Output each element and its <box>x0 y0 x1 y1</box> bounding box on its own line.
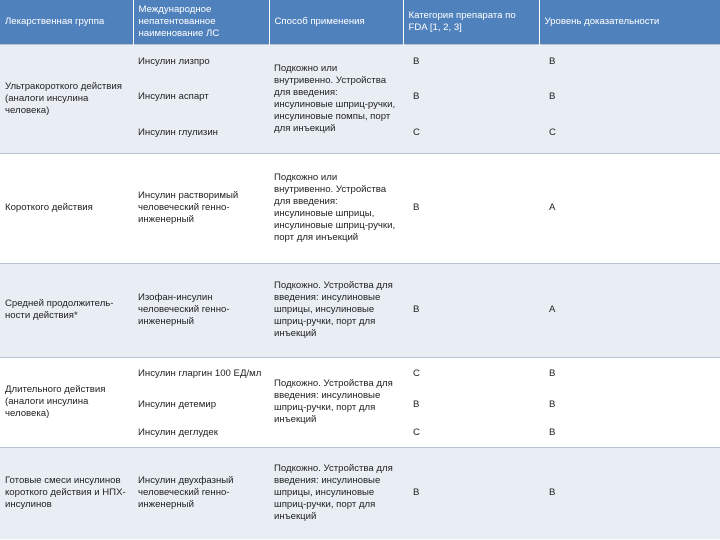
drug-name: Инсулин деглудек <box>133 419 269 447</box>
evidence-level: A <box>539 153 720 263</box>
evidence-level: A <box>539 263 720 357</box>
drug-name: Инсулин глулизин <box>133 114 269 153</box>
fda-category: B <box>403 391 539 419</box>
table-row <box>0 44 720 79</box>
table-row <box>0 447 720 539</box>
drug-name: Инсулин двухфазный человеческий генно-инженерный <box>133 447 269 539</box>
table-row <box>0 263 720 357</box>
method-cell: Подкожно или внутривенно. Устройства для введения: инсулиновые шприц-ручки, инсулиновые помпы, порт для инъекций <box>269 44 403 153</box>
method-cell: Подкожно. Устройства для введения: инсулиновые шприц-ручки, порт для инъекций <box>269 357 403 447</box>
fda-category: C <box>403 419 539 447</box>
header-drug-group: Лекарственная группа <box>0 0 133 44</box>
drug-name: Инсулин растворимый человеческий генно-инженерный <box>133 153 269 263</box>
fda-category: C <box>403 357 539 391</box>
evidence-level: B <box>539 79 720 114</box>
table-row <box>0 357 720 391</box>
fda-category: B <box>403 263 539 357</box>
group-cell: Средней продолжитель-ности действия* <box>0 263 133 357</box>
drug-name: Инсулин детемир <box>133 391 269 419</box>
drug-name: Изофан-инсулин человеческий генно-инженерный <box>133 263 269 357</box>
drug-name: Инсулин лизпро <box>133 44 269 79</box>
evidence-level: B <box>539 419 720 447</box>
group-cell: Длительного действия (аналоги инсулина человека) <box>0 357 133 447</box>
evidence-level: C <box>539 114 720 153</box>
header-row <box>0 0 720 44</box>
drug-name: Инсулин аспарт <box>133 79 269 114</box>
group-cell: Ультракороткого действия (аналоги инсулина человека) <box>0 44 133 153</box>
table-row <box>0 153 720 263</box>
evidence-level: B <box>539 391 720 419</box>
group-cell: Готовые смеси инсулинов короткого действия и НПХ-инсулинов <box>0 447 133 539</box>
header-method: Способ применения <box>269 0 403 44</box>
drug-name: Инсулин гларгин 100 ЕД/мл <box>133 357 269 391</box>
evidence-level: B <box>539 447 720 539</box>
method-cell: Подкожно. Устройства для введения: инсулиновые шприцы, инсулиновые шприц-ручки, порт для инъекций <box>269 447 403 539</box>
fda-category: C <box>403 114 539 153</box>
header-evidence-level: Уровень доказательности <box>539 0 720 44</box>
evidence-level: B <box>539 357 720 391</box>
fda-category: B <box>403 447 539 539</box>
group-cell: Короткого действия <box>0 153 133 263</box>
method-cell: Подкожно или внутривенно. Устройства для введения: инсулиновые шприцы, инсулиновые шприц-ручки, порт для инъекций <box>269 153 403 263</box>
header-inn: Международное непатентованное наименование ЛС <box>133 0 269 44</box>
fda-category: B <box>403 79 539 114</box>
method-cell: Подкожно. Устройства для введения: инсулиновые шприцы, инсулиновые шприц-ручки, порт для инъекций <box>269 263 403 357</box>
fda-category: B <box>403 44 539 79</box>
evidence-level: B <box>539 44 720 79</box>
fda-category: B <box>403 153 539 263</box>
header-fda-category: Категория препарата по FDA [1, 2, 3] <box>403 0 539 44</box>
